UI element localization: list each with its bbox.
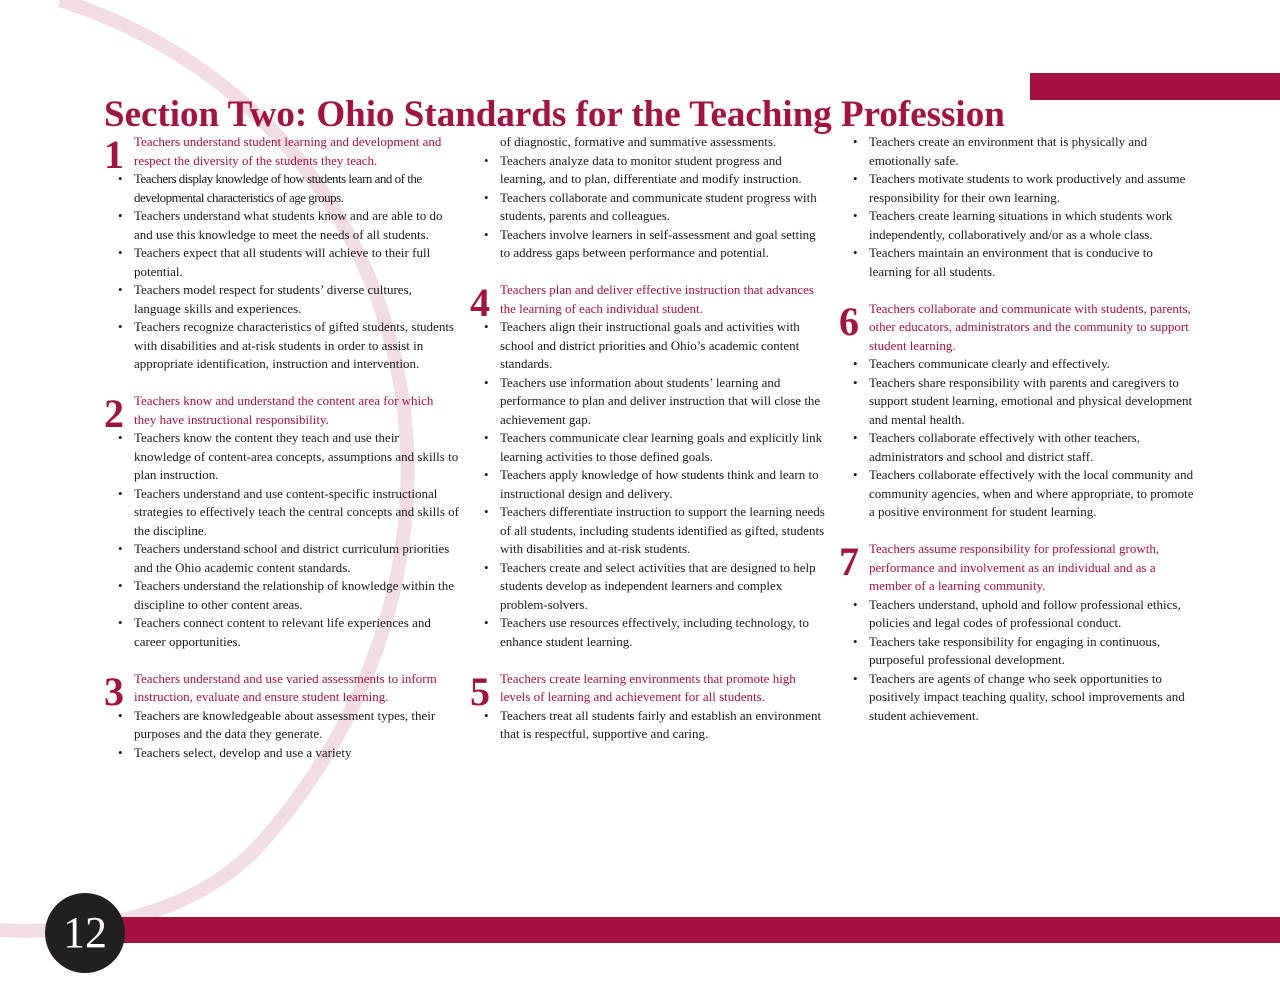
page-title: Section Two: Ohio Standards for the Teaching Profession — [104, 93, 1005, 135]
standard-1 — [104, 133, 459, 374]
list-item: • Teachers understand school and district curriculum priorities and the Ohio academic content standards. — [134, 540, 459, 577]
list-item: • Teachers create learning situations in which students work independently, collaboratively and/or as a whole class. — [869, 207, 1194, 244]
standard-heading: Teachers know and understand the content area for which they have instructional responsibility. — [134, 393, 434, 427]
standard-number: 2 — [104, 391, 124, 436]
standard-number: 7 — [839, 539, 859, 584]
list-item: • Teachers know the content they teach and use their knowledge of content-area concepts, assumptions and skills to plan instruction. — [134, 429, 459, 485]
list-item: • Teachers use information about students’ learning and performance to plan and deliver instruction that will close the achievement gap. — [500, 374, 825, 430]
list-item: • Teachers align their instructional goals and activities with school and district priorities and Ohio’s academic content standards. — [500, 318, 825, 374]
list-item: • Teachers communicate clear learning goals and explicitly link learning activities to those defined goals. — [500, 429, 825, 466]
bullet-list — [869, 355, 1194, 522]
standard-number: 5 — [470, 668, 490, 714]
list-item: • Teachers display knowledge of how students learn and of the developmental characteristics of age groups. — [134, 170, 459, 207]
bullet-list — [500, 707, 825, 744]
list-item: • Teachers are agents of change who seek opportunities to positively impact teaching quality, school improvements and student achievement. — [869, 670, 1194, 726]
standard-heading: Teachers create learning environments that promote high levels of learning and achievement for all students. — [500, 670, 796, 704]
list-item: • Teachers understand the relationship of knowledge within the discipline to other content areas. — [134, 577, 459, 614]
list-item: • Teachers are knowledgeable about assessment types, their purposes and the data they generate. — [134, 707, 459, 744]
list-item: • Teachers involve learners in self-assessment and goal setting to address gaps between performance and potential. — [500, 226, 825, 263]
bullet-list — [869, 596, 1194, 726]
list-item: • Teachers analyze data to monitor student progress and learning, and to plan, differentiate and modify instruction. — [500, 152, 825, 189]
list-item: • Teachers select, develop and use a variety — [134, 744, 459, 763]
standard-number: 3 — [104, 668, 124, 714]
footer-accent-bar — [80, 917, 1280, 943]
standard-heading: Teachers understand and use varied assessments to inform instruction, evaluate and ensure student learning. — [134, 670, 437, 704]
page-number: 12 — [63, 908, 107, 957]
standard-heading: Teachers plan and deliver effective instruction that advances the learning of each individual student. — [500, 282, 814, 316]
list-item: • Teachers apply knowledge of how students think and learn to instructional design and delivery. — [500, 466, 825, 503]
bullet-list — [134, 170, 459, 374]
list-item: • Teachers differentiate instruction to support the learning needs of all students, including students identified as gifted, students with disabilities and at-risk students. — [500, 503, 825, 559]
list-item: • Teachers create and select activities that are designed to help students develop as independent learners and complex problem-solvers. — [500, 559, 825, 615]
standard-heading: Teachers collaborate and communicate with students, parents, other educators, administrators and the community to support student learning. — [869, 300, 1191, 353]
standard-4 — [470, 281, 825, 651]
standard-number: 1 — [104, 132, 124, 177]
standard-3 — [104, 670, 459, 763]
column-2 — [470, 133, 825, 762]
list-item: • Teachers use resources effectively, including technology, to enhance student learning. — [500, 614, 825, 651]
standard-2 — [104, 392, 459, 651]
column-3 — [839, 133, 1194, 744]
bullet-list — [134, 429, 459, 651]
list-item: • Teachers understand and use content-specific instructional strategies to effectively teach the central concepts and skills of the discipline. — [134, 485, 459, 541]
standard-7 — [839, 540, 1194, 725]
list-item: • Teachers treat all students fairly and establish an environment that is respectful, supportive and caring. — [500, 707, 825, 744]
list-item: • Teachers communicate clearly and effectively. — [869, 355, 1194, 374]
list-item: • Teachers take responsibility for engaging in continuous, purposeful professional development. — [869, 633, 1194, 670]
list-item: • Teachers model respect for students’ diverse cultures, language skills and experiences. — [134, 281, 459, 318]
standard-6 — [839, 300, 1194, 522]
column-1 — [104, 133, 459, 781]
list-item: • Teachers expect that all students will achieve to their full potential. — [134, 244, 459, 281]
bullet-list — [500, 152, 825, 263]
bullet-list — [134, 707, 459, 763]
page-number-badge — [45, 893, 125, 973]
list-item: • Teachers create an environment that is physically and emotionally safe. — [869, 133, 1194, 170]
standard-heading: Teachers assume responsibility for professional growth, performance and involvement as an individual and as a member of a learning community. — [869, 541, 1160, 593]
list-item: • Teachers understand, uphold and follow professional ethics, policies and legal codes of professional conduct. — [869, 596, 1194, 633]
bullet-list — [869, 133, 1194, 281]
list-item: • Teachers maintain an environment that is conducive to learning for all students. — [869, 244, 1194, 281]
list-item: • Teachers connect content to relevant life experiences and career opportunities. — [134, 614, 459, 651]
standard-5 — [470, 670, 825, 744]
standard-heading: Teachers understand student learning and development and respect the diversity of the students they teach. — [134, 134, 442, 168]
bullet-list — [500, 318, 825, 651]
standard-number: 6 — [839, 298, 859, 344]
list-item: • Teachers understand what students know and are able to do and use this knowledge to meet the needs of all students. — [134, 207, 459, 244]
list-item: • Teachers share responsibility with parents and caregivers to support student learning, emotional and physical development and mental health. — [869, 374, 1194, 430]
list-item: • Teachers collaborate effectively with other teachers, administrators and school and district staff. — [869, 429, 1194, 466]
standard-number: 4 — [470, 280, 490, 325]
title-accent-bar — [1030, 73, 1280, 100]
list-item: • Teachers motivate students to work productively and assume responsibility for their own learning. — [869, 170, 1194, 207]
continued-text: of diagnostic, formative and summative assessments. — [500, 134, 777, 149]
list-item: • Teachers recognize characteristics of gifted students, students with disabilities and at-risk students in order to assist in appropriate identification, instruction and intervention. — [134, 318, 459, 374]
list-item: • Teachers collaborate and communicate student progress with students, parents and colleagues. — [500, 189, 825, 226]
list-item: • Teachers collaborate effectively with the local community and community agencies, when and where appropriate, to promote a positive environment for student learning. — [869, 466, 1194, 522]
